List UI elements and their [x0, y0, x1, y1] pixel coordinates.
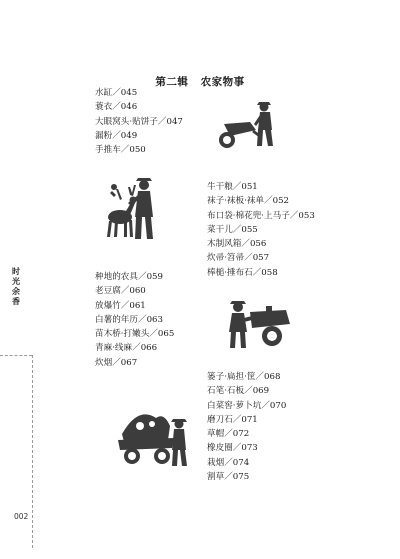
toc-entry[interactable]: 篓子·扁担·筐／068: [207, 372, 281, 382]
book-title-char: 时: [12, 266, 20, 276]
toc-list: [207, 180, 315, 280]
page-number: 002: [14, 512, 29, 521]
toc-entry[interactable]: 磨刀石／071: [207, 414, 258, 425]
toc-entry[interactable]: 木制风箱／056: [207, 239, 267, 250]
toc-entry[interactable]: 牛干粮／051: [207, 182, 258, 192]
toc-list: [207, 370, 286, 484]
ox-cart-icon: [226, 298, 296, 350]
toc-entry[interactable]: 栽烟／074: [207, 457, 250, 468]
toc-entry[interactable]: 炊烟／067: [95, 357, 138, 368]
toc-entry[interactable]: 石笔·石板／069: [207, 386, 270, 397]
wheelbarrow-icon: [218, 100, 280, 152]
section-number: 第二辑: [155, 76, 189, 88]
toc-entry[interactable]: 白菜窖·萝卜坑／070: [207, 400, 287, 411]
toc-entry[interactable]: 草帽／072: [207, 429, 250, 440]
farmer-deer-icon: [100, 175, 162, 243]
paper-cut-wheelbarrow-illustration: [218, 100, 280, 152]
toc-entry[interactable]: 大眼窝头·贴饼子／047: [95, 116, 183, 127]
toc-list: [95, 270, 174, 370]
toc-entry[interactable]: 割草／075: [207, 472, 250, 483]
dashed-divider-horizontal: [0, 355, 32, 356]
paper-cut-farmer-deer-illustration: [100, 175, 162, 243]
toc-entry[interactable]: 漏粉／049: [95, 130, 138, 141]
toc-entry[interactable]: 菜干儿／055: [207, 224, 258, 235]
toc-entry[interactable]: 蓑衣／046: [95, 102, 138, 113]
harvest-cart-icon: [112, 404, 192, 470]
toc-entry[interactable]: 水缸／045: [95, 88, 138, 98]
toc-entry[interactable]: 白薯的年历／063: [95, 314, 163, 325]
paper-cut-ox-cart-illustration: [226, 298, 296, 350]
book-title-char: 余: [12, 286, 20, 296]
toc-entry[interactable]: 布口袋·棉花兜·上马子／053: [207, 210, 315, 221]
toc-entry[interactable]: 棒槌·捶布石／058: [207, 267, 278, 278]
book-title-char: 光: [12, 276, 20, 286]
toc-entry[interactable]: 放爆竹／061: [95, 300, 146, 311]
toc-entry[interactable]: 青麻·线麻／066: [95, 343, 158, 354]
toc-entry[interactable]: 橡皮圈／073: [207, 443, 258, 454]
section-name: 农家物事: [200, 76, 245, 88]
section-title: [0, 74, 400, 89]
toc-list: [95, 86, 183, 157]
dashed-divider-vertical: [32, 355, 33, 548]
book-title-char: 香: [12, 296, 20, 306]
toc-entry[interactable]: 炊帚·笤帚／057: [207, 253, 270, 264]
toc-entry[interactable]: 种地的农具／059: [95, 272, 163, 282]
paper-cut-harvest-cart-illustration: [112, 404, 192, 470]
toc-entry[interactable]: 老豆腐／060: [95, 286, 146, 297]
toc-entry[interactable]: 苗木桥·打嫩头／065: [95, 329, 175, 340]
toc-entry[interactable]: 袜子·袜板·袜单／052: [207, 196, 290, 207]
book-title-vertical: [10, 266, 22, 306]
toc-entry[interactable]: 手推车／050: [95, 145, 146, 156]
